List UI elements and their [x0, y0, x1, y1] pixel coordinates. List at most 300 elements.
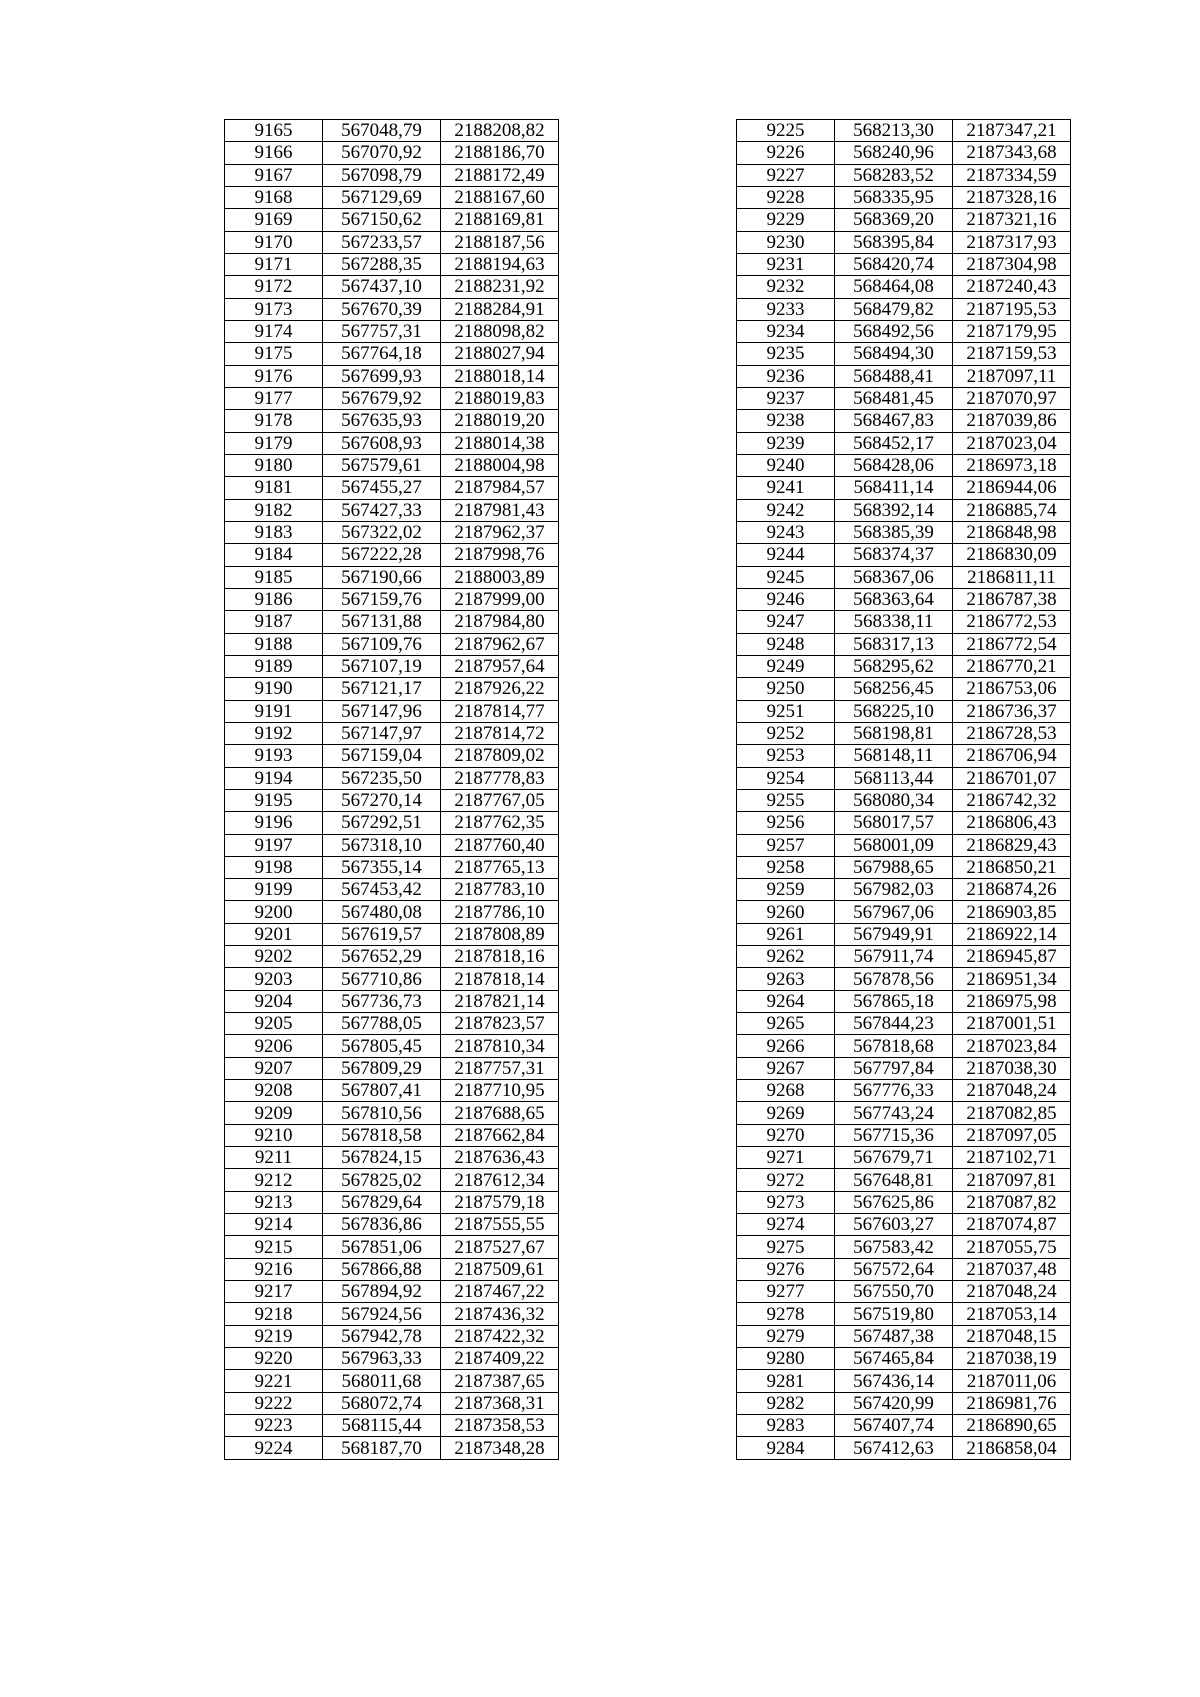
x-coordinate-cell: 567608,93: [323, 432, 441, 454]
point-number-cell: 9226: [737, 142, 835, 164]
y-coordinate-cell: 2187509,61: [441, 1258, 559, 1280]
point-number-cell: 9283: [737, 1415, 835, 1437]
x-coordinate-cell: 567453,42: [323, 879, 441, 901]
x-coordinate-cell: 567129,69: [323, 186, 441, 208]
y-coordinate-cell: 2187001,51: [953, 1013, 1071, 1035]
point-number-cell: 9243: [737, 521, 835, 543]
x-coordinate-cell: 567355,14: [323, 856, 441, 878]
x-coordinate-cell: 567465,84: [835, 1348, 953, 1370]
x-coordinate-cell: 567844,23: [835, 1013, 953, 1035]
y-coordinate-cell: 2187037,48: [953, 1258, 1071, 1280]
y-coordinate-cell: 2187957,64: [441, 655, 559, 677]
point-number-cell: 9224: [225, 1437, 323, 1459]
point-number-cell: 9183: [225, 521, 323, 543]
table-row: [737, 521, 1071, 543]
x-coordinate-cell: 568113,44: [835, 767, 953, 789]
x-coordinate-cell: 567420,99: [835, 1392, 953, 1414]
x-coordinate-cell: 568492,56: [835, 320, 953, 342]
table-row: [737, 477, 1071, 499]
y-coordinate-cell: 2188186,70: [441, 142, 559, 164]
y-coordinate-cell: 2187662,84: [441, 1124, 559, 1146]
y-coordinate-cell: 2187195,53: [953, 298, 1071, 320]
y-coordinate-cell: 2186728,53: [953, 722, 1071, 744]
table-row: [225, 410, 559, 432]
coordinate-table-right: [736, 119, 1071, 1460]
table-row: [737, 946, 1071, 968]
y-coordinate-cell: 2188172,49: [441, 164, 559, 186]
y-coordinate-cell: 2187304,98: [953, 253, 1071, 275]
y-coordinate-cell: 2188167,60: [441, 186, 559, 208]
x-coordinate-cell: 567550,70: [835, 1281, 953, 1303]
y-coordinate-cell: 2186981,76: [953, 1392, 1071, 1414]
y-coordinate-cell: 2187347,21: [953, 120, 1071, 142]
x-coordinate-cell: 567825,02: [323, 1169, 441, 1191]
point-number-cell: 9165: [225, 120, 323, 142]
x-coordinate-cell: 567322,02: [323, 521, 441, 543]
y-coordinate-cell: 2187760,40: [441, 834, 559, 856]
x-coordinate-cell: 567270,14: [323, 789, 441, 811]
table-row: [225, 544, 559, 566]
x-coordinate-cell: 567949,91: [835, 923, 953, 945]
point-number-cell: 9233: [737, 298, 835, 320]
x-coordinate-cell: 567233,57: [323, 231, 441, 253]
point-number-cell: 9254: [737, 767, 835, 789]
y-coordinate-cell: 2187097,81: [953, 1169, 1071, 1191]
point-number-cell: 9196: [225, 812, 323, 834]
y-coordinate-cell: 2187999,00: [441, 588, 559, 610]
x-coordinate-cell: 567924,56: [323, 1303, 441, 1325]
point-number-cell: 9274: [737, 1214, 835, 1236]
y-coordinate-cell: 2186850,21: [953, 856, 1071, 878]
y-coordinate-cell: 2187808,89: [441, 923, 559, 945]
y-coordinate-cell: 2186858,04: [953, 1437, 1071, 1459]
y-coordinate-cell: 2186874,26: [953, 879, 1071, 901]
x-coordinate-cell: 568392,14: [835, 499, 953, 521]
y-coordinate-cell: 2186945,87: [953, 946, 1071, 968]
table-row: [737, 1392, 1071, 1414]
y-coordinate-cell: 2187818,14: [441, 968, 559, 990]
point-number-cell: 9245: [737, 566, 835, 588]
point-number-cell: 9273: [737, 1191, 835, 1213]
y-coordinate-cell: 2186770,21: [953, 655, 1071, 677]
x-coordinate-cell: 567579,61: [323, 454, 441, 476]
y-coordinate-cell: 2188098,82: [441, 320, 559, 342]
point-number-cell: 9222: [225, 1392, 323, 1414]
y-coordinate-cell: 2187612,34: [441, 1169, 559, 1191]
x-coordinate-cell: 567866,88: [323, 1258, 441, 1280]
y-coordinate-cell: 2187984,80: [441, 611, 559, 633]
x-coordinate-cell: 567679,71: [835, 1147, 953, 1169]
y-coordinate-cell: 2187814,72: [441, 722, 559, 744]
y-coordinate-cell: 2187039,86: [953, 410, 1071, 432]
y-coordinate-cell: 2187767,05: [441, 789, 559, 811]
x-coordinate-cell: 568001,09: [835, 834, 953, 856]
table-row: [225, 968, 559, 990]
table-row: [225, 1214, 559, 1236]
point-number-cell: 9180: [225, 454, 323, 476]
x-coordinate-cell: 568295,62: [835, 655, 953, 677]
y-coordinate-cell: 2187467,22: [441, 1281, 559, 1303]
table-row: [225, 521, 559, 543]
table-row: [225, 1124, 559, 1146]
table-row: [737, 231, 1071, 253]
point-number-cell: 9255: [737, 789, 835, 811]
x-coordinate-cell: 567603,27: [835, 1214, 953, 1236]
x-coordinate-cell: 567572,64: [835, 1258, 953, 1280]
y-coordinate-cell: 2188014,38: [441, 432, 559, 454]
table-row: [737, 343, 1071, 365]
table-row: [225, 678, 559, 700]
table-row: [737, 700, 1071, 722]
point-number-cell: 9272: [737, 1169, 835, 1191]
x-coordinate-cell: 568080,34: [835, 789, 953, 811]
table-row: [225, 946, 559, 968]
point-number-cell: 9172: [225, 276, 323, 298]
x-coordinate-cell: 567619,57: [323, 923, 441, 945]
y-coordinate-cell: 2187358,53: [441, 1415, 559, 1437]
table-row: [737, 812, 1071, 834]
table-row: [737, 1191, 1071, 1213]
table-row: [737, 1281, 1071, 1303]
y-coordinate-cell: 2187368,31: [441, 1392, 559, 1414]
y-coordinate-cell: 2186975,98: [953, 990, 1071, 1012]
table-row: [737, 499, 1071, 521]
point-number-cell: 9182: [225, 499, 323, 521]
table-row: [225, 1392, 559, 1414]
table-row: [737, 655, 1071, 677]
y-coordinate-cell: 2186742,32: [953, 789, 1071, 811]
x-coordinate-cell: 567412,63: [835, 1437, 953, 1459]
y-coordinate-cell: 2187823,57: [441, 1013, 559, 1035]
x-coordinate-cell: 567131,88: [323, 611, 441, 633]
point-number-cell: 9261: [737, 923, 835, 945]
table-row: [225, 879, 559, 901]
x-coordinate-cell: 567107,19: [323, 655, 441, 677]
x-coordinate-cell: 568420,74: [835, 253, 953, 275]
point-number-cell: 9176: [225, 365, 323, 387]
point-number-cell: 9189: [225, 655, 323, 677]
x-coordinate-cell: 568115,44: [323, 1415, 441, 1437]
x-coordinate-cell: 567788,05: [323, 1013, 441, 1035]
y-coordinate-cell: 2186944,06: [953, 477, 1071, 499]
x-coordinate-cell: 567805,45: [323, 1035, 441, 1057]
point-number-cell: 9277: [737, 1281, 835, 1303]
table-row: [737, 276, 1071, 298]
x-coordinate-cell: 568335,95: [835, 186, 953, 208]
point-number-cell: 9241: [737, 477, 835, 499]
x-coordinate-cell: 567865,18: [835, 990, 953, 1012]
y-coordinate-cell: 2188019,83: [441, 387, 559, 409]
point-number-cell: 9232: [737, 276, 835, 298]
table-row: [737, 164, 1071, 186]
table-row: [737, 566, 1071, 588]
point-number-cell: 9179: [225, 432, 323, 454]
y-coordinate-cell: 2187074,87: [953, 1214, 1071, 1236]
x-coordinate-cell: 567487,38: [835, 1325, 953, 1347]
table-row: [737, 767, 1071, 789]
table-row: [225, 387, 559, 409]
table-row: [737, 454, 1071, 476]
point-number-cell: 9236: [737, 365, 835, 387]
point-number-cell: 9276: [737, 1258, 835, 1280]
y-coordinate-cell: 2186811,11: [953, 566, 1071, 588]
table-row: [225, 1169, 559, 1191]
x-coordinate-cell: 568467,83: [835, 410, 953, 432]
table-row: [737, 1147, 1071, 1169]
point-number-cell: 9166: [225, 142, 323, 164]
table-row: [737, 365, 1071, 387]
table-row: [225, 1080, 559, 1102]
point-number-cell: 9188: [225, 633, 323, 655]
x-coordinate-cell: 567736,73: [323, 990, 441, 1012]
table-row: [225, 901, 559, 923]
x-coordinate-cell: 568488,41: [835, 365, 953, 387]
x-coordinate-cell: 568395,84: [835, 231, 953, 253]
x-coordinate-cell: 567911,74: [835, 946, 953, 968]
y-coordinate-cell: 2187765,13: [441, 856, 559, 878]
x-coordinate-cell: 567851,06: [323, 1236, 441, 1258]
point-number-cell: 9246: [737, 588, 835, 610]
x-coordinate-cell: 567159,04: [323, 745, 441, 767]
table-row: [225, 834, 559, 856]
x-coordinate-cell: 567836,86: [323, 1214, 441, 1236]
point-number-cell: 9207: [225, 1057, 323, 1079]
point-number-cell: 9231: [737, 253, 835, 275]
y-coordinate-cell: 2187321,16: [953, 209, 1071, 231]
x-coordinate-cell: 568011,68: [323, 1370, 441, 1392]
point-number-cell: 9215: [225, 1236, 323, 1258]
y-coordinate-cell: 2186806,43: [953, 812, 1071, 834]
y-coordinate-cell: 2187011,06: [953, 1370, 1071, 1392]
point-number-cell: 9248: [737, 633, 835, 655]
x-coordinate-cell: 567407,74: [835, 1415, 953, 1437]
x-coordinate-cell: 567797,84: [835, 1057, 953, 1079]
point-number-cell: 9240: [737, 454, 835, 476]
point-number-cell: 9253: [737, 745, 835, 767]
point-number-cell: 9200: [225, 901, 323, 923]
x-coordinate-cell: 567150,62: [323, 209, 441, 231]
table-row: [225, 1415, 559, 1437]
table-row: [225, 1325, 559, 1347]
x-coordinate-cell: 567147,97: [323, 722, 441, 744]
table-row: [225, 1281, 559, 1303]
point-number-cell: 9257: [737, 834, 835, 856]
table-row: [225, 186, 559, 208]
point-number-cell: 9281: [737, 1370, 835, 1392]
point-number-cell: 9203: [225, 968, 323, 990]
point-number-cell: 9271: [737, 1147, 835, 1169]
table-row: [225, 812, 559, 834]
y-coordinate-cell: 2187348,28: [441, 1437, 559, 1459]
x-coordinate-cell: 567648,81: [835, 1169, 953, 1191]
y-coordinate-cell: 2186848,98: [953, 521, 1071, 543]
y-coordinate-cell: 2186772,54: [953, 633, 1071, 655]
point-number-cell: 9268: [737, 1080, 835, 1102]
point-number-cell: 9206: [225, 1035, 323, 1057]
y-coordinate-cell: 2188027,94: [441, 343, 559, 365]
point-number-cell: 9195: [225, 789, 323, 811]
y-coordinate-cell: 2187328,16: [953, 186, 1071, 208]
point-number-cell: 9205: [225, 1013, 323, 1035]
x-coordinate-cell: 567776,33: [835, 1080, 953, 1102]
x-coordinate-cell: 567652,29: [323, 946, 441, 968]
point-number-cell: 9170: [225, 231, 323, 253]
x-coordinate-cell: 567222,28: [323, 544, 441, 566]
x-coordinate-cell: 568225,10: [835, 700, 953, 722]
point-number-cell: 9242: [737, 499, 835, 521]
x-coordinate-cell: 568479,82: [835, 298, 953, 320]
table-row: [225, 164, 559, 186]
x-coordinate-cell: 568213,30: [835, 120, 953, 142]
y-coordinate-cell: 2187387,65: [441, 1370, 559, 1392]
point-number-cell: 9259: [737, 879, 835, 901]
table-row: [225, 1236, 559, 1258]
y-coordinate-cell: 2187962,67: [441, 633, 559, 655]
point-number-cell: 9234: [737, 320, 835, 342]
point-number-cell: 9244: [737, 544, 835, 566]
x-coordinate-cell: 567235,50: [323, 767, 441, 789]
y-coordinate-cell: 2187579,18: [441, 1191, 559, 1213]
x-coordinate-cell: 567519,80: [835, 1303, 953, 1325]
table-row: [737, 1370, 1071, 1392]
table-row: [737, 432, 1071, 454]
point-number-cell: 9194: [225, 767, 323, 789]
y-coordinate-cell: 2187179,95: [953, 320, 1071, 342]
y-coordinate-cell: 2188284,91: [441, 298, 559, 320]
x-coordinate-cell: 567670,39: [323, 298, 441, 320]
table-row: [737, 678, 1071, 700]
x-coordinate-cell: 567437,10: [323, 276, 441, 298]
x-coordinate-cell: 567878,56: [835, 968, 953, 990]
y-coordinate-cell: 2186890,65: [953, 1415, 1071, 1437]
y-coordinate-cell: 2187097,11: [953, 365, 1071, 387]
y-coordinate-cell: 2186736,37: [953, 700, 1071, 722]
point-number-cell: 9258: [737, 856, 835, 878]
x-coordinate-cell: 567967,06: [835, 901, 953, 923]
point-number-cell: 9228: [737, 186, 835, 208]
y-coordinate-cell: 2187688,65: [441, 1102, 559, 1124]
point-number-cell: 9191: [225, 700, 323, 722]
x-coordinate-cell: 568338,11: [835, 611, 953, 633]
y-coordinate-cell: 2187023,04: [953, 432, 1071, 454]
x-coordinate-cell: 568411,14: [835, 477, 953, 499]
y-coordinate-cell: 2188019,20: [441, 410, 559, 432]
x-coordinate-cell: 568369,20: [835, 209, 953, 231]
point-number-cell: 9279: [737, 1325, 835, 1347]
x-coordinate-cell: 567818,58: [323, 1124, 441, 1146]
point-number-cell: 9269: [737, 1102, 835, 1124]
y-coordinate-cell: 2188003,89: [441, 566, 559, 588]
y-coordinate-cell: 2186973,18: [953, 454, 1071, 476]
point-number-cell: 9247: [737, 611, 835, 633]
table-row: [737, 1325, 1071, 1347]
table-row: [225, 588, 559, 610]
x-coordinate-cell: 567288,35: [323, 253, 441, 275]
x-coordinate-cell: 567679,92: [323, 387, 441, 409]
y-coordinate-cell: 2186753,06: [953, 678, 1071, 700]
point-number-cell: 9186: [225, 588, 323, 610]
point-number-cell: 9237: [737, 387, 835, 409]
point-number-cell: 9270: [737, 1124, 835, 1146]
y-coordinate-cell: 2187762,35: [441, 812, 559, 834]
table-row: [737, 901, 1071, 923]
table-row: [225, 566, 559, 588]
y-coordinate-cell: 2187757,31: [441, 1057, 559, 1079]
table-row: [225, 700, 559, 722]
x-coordinate-cell: 567635,93: [323, 410, 441, 432]
point-number-cell: 9175: [225, 343, 323, 365]
y-coordinate-cell: 2187159,53: [953, 343, 1071, 365]
x-coordinate-cell: 568494,30: [835, 343, 953, 365]
point-number-cell: 9227: [737, 164, 835, 186]
table-row: [737, 320, 1071, 342]
table-row: [737, 990, 1071, 1012]
x-coordinate-cell: 568367,06: [835, 566, 953, 588]
x-coordinate-cell: 568317,13: [835, 633, 953, 655]
point-number-cell: 9256: [737, 812, 835, 834]
point-number-cell: 9204: [225, 990, 323, 1012]
y-coordinate-cell: 2187240,43: [953, 276, 1071, 298]
table-row: [737, 1102, 1071, 1124]
table-row: [225, 1057, 559, 1079]
point-number-cell: 9167: [225, 164, 323, 186]
x-coordinate-cell: 568374,37: [835, 544, 953, 566]
point-number-cell: 9266: [737, 1035, 835, 1057]
table-row: [225, 276, 559, 298]
coordinate-table-left-body: [225, 120, 559, 1460]
y-coordinate-cell: 2186706,94: [953, 745, 1071, 767]
table-row: [225, 499, 559, 521]
x-coordinate-cell: 567292,51: [323, 812, 441, 834]
y-coordinate-cell: 2187422,32: [441, 1325, 559, 1347]
point-number-cell: 9190: [225, 678, 323, 700]
point-number-cell: 9199: [225, 879, 323, 901]
table-row: [737, 1013, 1071, 1035]
point-number-cell: 9225: [737, 120, 835, 142]
y-coordinate-cell: 2187926,22: [441, 678, 559, 700]
y-coordinate-cell: 2187082,85: [953, 1102, 1071, 1124]
x-coordinate-cell: 567715,36: [835, 1124, 953, 1146]
x-coordinate-cell: 567109,76: [323, 633, 441, 655]
point-number-cell: 9280: [737, 1348, 835, 1370]
table-row: [737, 298, 1071, 320]
x-coordinate-cell: 568452,17: [835, 432, 953, 454]
point-number-cell: 9184: [225, 544, 323, 566]
y-coordinate-cell: 2186829,43: [953, 834, 1071, 856]
x-coordinate-cell: 567764,18: [323, 343, 441, 365]
x-coordinate-cell: 567436,14: [835, 1370, 953, 1392]
table-row: [225, 1035, 559, 1057]
y-coordinate-cell: 2187636,43: [441, 1147, 559, 1169]
x-coordinate-cell: 568464,08: [835, 276, 953, 298]
table-row: [225, 655, 559, 677]
table-row: [737, 120, 1071, 142]
table-row: [737, 923, 1071, 945]
table-row: [225, 1303, 559, 1325]
point-number-cell: 9177: [225, 387, 323, 409]
table-row: [737, 387, 1071, 409]
point-number-cell: 9263: [737, 968, 835, 990]
table-row: [225, 633, 559, 655]
y-coordinate-cell: 2187998,76: [441, 544, 559, 566]
table-row: [737, 1057, 1071, 1079]
y-coordinate-cell: 2187048,15: [953, 1325, 1071, 1347]
point-number-cell: 9169: [225, 209, 323, 231]
x-coordinate-cell: 567098,79: [323, 164, 441, 186]
y-coordinate-cell: 2188169,81: [441, 209, 559, 231]
x-coordinate-cell: 567829,64: [323, 1191, 441, 1213]
point-number-cell: 9220: [225, 1348, 323, 1370]
